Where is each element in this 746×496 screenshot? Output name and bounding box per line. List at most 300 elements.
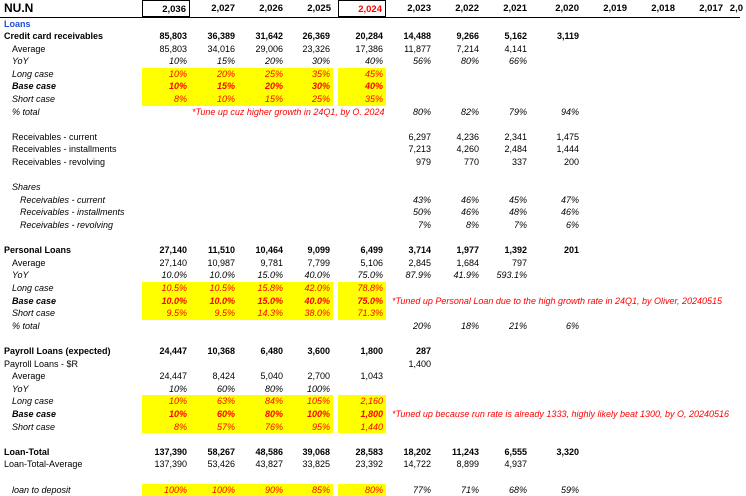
table-cell[interactable]: 29,006 — [255, 43, 283, 54]
table-cell[interactable]: 1,043 — [360, 371, 383, 382]
table-cell[interactable] — [338, 181, 386, 194]
table-cell[interactable]: 1,800 — [360, 346, 383, 356]
table-cell[interactable]: 979 — [415, 157, 431, 167]
year-header[interactable]: 2,021 — [503, 3, 527, 14]
table-cell[interactable]: 15% — [216, 56, 235, 67]
table-cell[interactable] — [285, 433, 333, 446]
table-cell[interactable]: 1,475 — [556, 131, 579, 142]
table-cell[interactable] — [338, 320, 386, 333]
table-cell[interactable]: 6% — [565, 220, 579, 230]
table-cell[interactable]: 15% — [190, 80, 238, 93]
table-cell[interactable] — [534, 80, 582, 93]
table-cell[interactable] — [482, 232, 530, 245]
year-header[interactable]: 2,0 — [729, 3, 743, 14]
table-cell[interactable] — [534, 269, 582, 282]
table-cell[interactable]: 58,267 — [207, 446, 235, 457]
table-cell[interactable] — [142, 332, 190, 345]
table-cell[interactable] — [386, 332, 434, 345]
table-cell[interactable] — [238, 143, 286, 156]
table-cell[interactable] — [534, 307, 582, 320]
year-header[interactable]: 2,024 — [338, 0, 386, 17]
table-cell[interactable] — [142, 181, 190, 194]
row-label[interactable]: Shares — [12, 182, 41, 193]
table-cell[interactable]: 39,068 — [302, 446, 330, 457]
table-cell[interactable]: 3,320 — [556, 446, 579, 457]
table-cell[interactable] — [386, 433, 434, 446]
table-cell[interactable]: 80% — [264, 383, 283, 394]
table-cell[interactable]: 31,642 — [255, 31, 283, 41]
table-cell[interactable] — [482, 421, 530, 434]
table-cell[interactable]: 1,684 — [456, 257, 479, 268]
table-cell[interactable]: 45% — [508, 194, 527, 205]
row-label[interactable]: Receivables - revolving — [12, 157, 106, 167]
table-cell[interactable]: 105% — [285, 395, 333, 408]
table-cell[interactable] — [434, 181, 482, 194]
table-cell[interactable] — [386, 118, 434, 131]
table-cell[interactable]: 6,480 — [260, 346, 283, 356]
table-cell[interactable]: 95% — [285, 421, 333, 434]
table-cell[interactable] — [238, 219, 286, 232]
table-cell[interactable] — [534, 169, 582, 182]
table-cell[interactable]: 200 — [563, 157, 579, 167]
table-cell[interactable]: 287 — [415, 346, 431, 356]
table-cell[interactable] — [285, 471, 333, 484]
table-cell[interactable]: 18,202 — [403, 446, 431, 457]
table-cell[interactable]: 9,781 — [260, 257, 283, 268]
table-cell[interactable]: 20,284 — [355, 31, 383, 41]
table-cell[interactable]: 10.0% — [142, 295, 190, 308]
table-cell[interactable] — [285, 118, 333, 131]
table-cell[interactable]: 2,341 — [504, 131, 527, 142]
year-header[interactable]: 2,018 — [651, 3, 675, 14]
table-cell[interactable] — [482, 332, 530, 345]
table-cell[interactable]: 78.8% — [338, 282, 386, 295]
table-cell[interactable]: 9,099 — [307, 245, 330, 256]
table-cell[interactable]: 20% — [264, 56, 283, 67]
table-cell[interactable] — [534, 458, 582, 471]
table-cell[interactable]: 40.0% — [285, 295, 333, 308]
table-cell[interactable]: 20% — [238, 80, 286, 93]
table-cell[interactable] — [338, 219, 386, 232]
table-cell[interactable] — [386, 68, 434, 81]
table-cell[interactable]: 24,447 — [159, 371, 187, 382]
table-cell[interactable]: 85,803 — [159, 43, 187, 54]
table-cell[interactable]: 38.0% — [285, 307, 333, 320]
table-cell[interactable] — [434, 370, 482, 383]
table-cell[interactable] — [434, 118, 482, 131]
table-cell[interactable] — [285, 194, 333, 207]
table-cell[interactable] — [142, 169, 190, 182]
table-cell[interactable] — [238, 206, 286, 219]
table-cell[interactable] — [534, 282, 582, 295]
table-cell[interactable] — [142, 219, 190, 232]
table-cell[interactable] — [338, 118, 386, 131]
table-cell[interactable] — [190, 206, 238, 219]
table-cell[interactable]: 26,369 — [302, 31, 330, 41]
table-cell[interactable] — [534, 118, 582, 131]
table-cell[interactable] — [338, 383, 386, 396]
table-cell[interactable] — [338, 169, 386, 182]
table-cell[interactable]: 10,464 — [255, 245, 283, 256]
table-cell[interactable] — [434, 421, 482, 434]
table-cell[interactable] — [482, 181, 530, 194]
table-cell[interactable]: 10.5% — [190, 282, 238, 295]
table-cell[interactable]: 71% — [460, 484, 479, 495]
table-cell[interactable]: 7% — [513, 220, 527, 230]
row-label[interactable]: % total — [12, 320, 40, 331]
year-header[interactable]: 2,023 — [407, 3, 431, 14]
table-cell[interactable]: 8% — [142, 93, 190, 106]
table-cell[interactable]: 8% — [142, 421, 190, 434]
year-header[interactable]: 2,020 — [555, 3, 579, 14]
table-cell[interactable] — [190, 156, 238, 169]
table-cell[interactable] — [434, 282, 482, 295]
table-cell[interactable]: 68% — [508, 484, 527, 495]
table-cell[interactable] — [285, 131, 333, 144]
table-cell[interactable]: 137,390 — [154, 446, 187, 457]
table-cell[interactable] — [190, 169, 238, 182]
table-cell[interactable] — [534, 232, 582, 245]
year-header[interactable]: 2,019 — [603, 3, 627, 14]
table-cell[interactable]: 46% — [560, 207, 579, 218]
table-cell[interactable]: 35% — [285, 68, 333, 81]
table-cell[interactable]: 41.9% — [453, 270, 479, 281]
table-cell[interactable] — [482, 471, 530, 484]
table-cell[interactable]: 10.0% — [190, 295, 238, 308]
table-cell[interactable]: 46% — [460, 194, 479, 205]
table-cell[interactable]: 60% — [216, 383, 235, 394]
table-cell[interactable]: 10% — [168, 56, 187, 67]
table-cell[interactable] — [190, 358, 238, 371]
table-cell[interactable] — [142, 206, 190, 219]
row-label[interactable]: Receivables - current — [20, 194, 106, 205]
table-cell[interactable]: 770 — [463, 157, 479, 167]
table-cell[interactable]: 4,236 — [456, 131, 479, 142]
table-cell[interactable]: 43,827 — [255, 459, 283, 470]
table-cell[interactable] — [534, 43, 582, 56]
table-cell[interactable] — [190, 320, 238, 333]
table-cell[interactable]: 94% — [560, 106, 579, 117]
table-cell[interactable] — [482, 307, 530, 320]
table-cell[interactable] — [285, 181, 333, 194]
table-cell[interactable]: 6% — [565, 320, 579, 331]
table-cell[interactable] — [482, 282, 530, 295]
table-cell[interactable] — [434, 433, 482, 446]
row-label[interactable]: Short case — [12, 421, 56, 432]
row-label[interactable]: Long case — [12, 283, 54, 293]
table-cell[interactable] — [142, 320, 190, 333]
table-cell[interactable]: 11,243 — [451, 446, 479, 457]
table-cell[interactable]: 76% — [238, 421, 286, 434]
table-cell[interactable] — [142, 194, 190, 207]
table-cell[interactable]: 85% — [285, 484, 333, 496]
table-cell[interactable]: 80% — [338, 484, 386, 496]
table-cell[interactable]: 27,140 — [159, 257, 187, 268]
table-cell[interactable]: 2,845 — [408, 257, 431, 268]
year-header[interactable]: 2,025 — [307, 3, 331, 14]
row-label[interactable]: Payroll Loans - $R — [4, 358, 79, 369]
table-cell[interactable]: 1,400 — [408, 358, 431, 369]
table-cell[interactable]: 40% — [364, 56, 383, 67]
table-cell[interactable]: 10% — [142, 408, 190, 421]
year-header[interactable]: 2,026 — [259, 3, 283, 14]
row-label[interactable]: Base case — [12, 295, 57, 306]
table-cell[interactable] — [142, 143, 190, 156]
table-cell[interactable] — [482, 169, 530, 182]
table-cell[interactable] — [434, 383, 482, 396]
table-cell[interactable] — [190, 471, 238, 484]
table-cell[interactable]: 9.5% — [190, 307, 238, 320]
table-cell[interactable] — [285, 206, 333, 219]
table-cell[interactable]: 23,326 — [302, 43, 330, 54]
table-cell[interactable]: 23,392 — [355, 459, 383, 470]
table-cell[interactable]: 2,160 — [338, 395, 386, 408]
table-cell[interactable] — [482, 345, 530, 358]
table-cell[interactable] — [142, 106, 190, 119]
table-cell[interactable] — [142, 131, 190, 144]
table-cell[interactable] — [482, 68, 530, 81]
table-cell[interactable] — [338, 358, 386, 371]
table-cell[interactable]: 6,297 — [408, 131, 431, 142]
table-cell[interactable]: 48% — [508, 207, 527, 218]
table-cell[interactable] — [142, 358, 190, 371]
table-cell[interactable] — [434, 332, 482, 345]
year-header[interactable]: 2,017 — [699, 3, 723, 14]
table-cell[interactable] — [482, 118, 530, 131]
row-label[interactable]: loan to deposit — [12, 484, 71, 495]
table-cell[interactable]: 20% — [190, 68, 238, 81]
table-cell[interactable]: 18% — [460, 320, 479, 331]
table-cell[interactable]: 17,386 — [355, 43, 383, 54]
row-label[interactable]: Long case — [12, 396, 54, 407]
table-cell[interactable]: 90% — [238, 484, 286, 496]
table-cell[interactable]: 1,977 — [456, 245, 479, 256]
table-cell[interactable] — [434, 80, 482, 93]
table-cell[interactable] — [386, 421, 434, 434]
table-cell[interactable]: 201 — [563, 245, 579, 256]
row-label[interactable]: % total — [12, 106, 40, 117]
table-cell[interactable] — [434, 169, 482, 182]
table-cell[interactable] — [482, 80, 530, 93]
table-cell[interactable]: 7,214 — [456, 43, 479, 54]
row-label[interactable]: Receivables - installments — [20, 207, 125, 218]
table-cell[interactable] — [338, 194, 386, 207]
table-cell[interactable] — [434, 471, 482, 484]
table-cell[interactable] — [534, 471, 582, 484]
table-cell[interactable]: 75.0% — [357, 270, 383, 281]
table-cell[interactable] — [238, 181, 286, 194]
table-cell[interactable]: 28,583 — [355, 446, 383, 457]
table-cell[interactable]: 8,899 — [456, 459, 479, 470]
row-label[interactable]: Receivables - current — [12, 131, 98, 142]
table-cell[interactable]: 80% — [460, 56, 479, 67]
row-label[interactable]: Base case — [12, 409, 57, 419]
table-cell[interactable]: 15.0% — [238, 295, 286, 308]
table-cell[interactable]: 6,555 — [504, 446, 527, 457]
table-cell[interactable] — [238, 118, 286, 131]
table-cell[interactable] — [482, 358, 530, 371]
table-cell[interactable] — [386, 282, 434, 295]
row-label[interactable]: Short case — [12, 94, 56, 104]
table-cell[interactable] — [386, 93, 434, 106]
table-cell[interactable] — [434, 232, 482, 245]
table-cell[interactable]: 593.1% — [496, 270, 527, 281]
table-cell[interactable]: 14.3% — [238, 307, 286, 320]
table-cell[interactable]: 85,803 — [159, 31, 187, 41]
table-cell[interactable]: 100% — [306, 383, 330, 394]
table-cell[interactable]: 20% — [412, 320, 431, 331]
row-label[interactable]: Base case — [12, 81, 57, 92]
row-label[interactable]: Personal Loans — [4, 245, 72, 256]
row-label[interactable]: Receivables - revolving — [20, 220, 114, 230]
table-cell[interactable] — [338, 232, 386, 245]
table-cell[interactable] — [190, 433, 238, 446]
table-cell[interactable] — [434, 395, 482, 408]
table-cell[interactable]: 15% — [238, 93, 286, 106]
row-label[interactable]: Loan-Total-Average — [4, 459, 83, 470]
table-cell[interactable]: 11,510 — [207, 245, 235, 256]
table-cell[interactable] — [482, 433, 530, 446]
table-cell[interactable] — [534, 395, 582, 408]
table-cell[interactable] — [338, 206, 386, 219]
table-cell[interactable] — [482, 383, 530, 396]
table-cell[interactable]: 9.5% — [142, 307, 190, 320]
table-cell[interactable]: 6,499 — [360, 245, 383, 256]
table-cell[interactable]: 1,392 — [504, 245, 527, 256]
table-cell[interactable] — [534, 370, 582, 383]
table-cell[interactable] — [285, 219, 333, 232]
table-cell[interactable] — [190, 332, 238, 345]
table-cell[interactable]: 15.8% — [238, 282, 286, 295]
table-cell[interactable]: 40% — [338, 80, 386, 93]
row-label[interactable]: Loan-Total — [4, 446, 50, 457]
table-cell[interactable] — [338, 433, 386, 446]
table-cell[interactable] — [386, 80, 434, 93]
table-cell[interactable] — [190, 181, 238, 194]
table-cell[interactable] — [190, 194, 238, 207]
table-cell[interactable] — [534, 68, 582, 81]
row-label[interactable]: Receivables - installments — [12, 144, 117, 155]
section-title[interactable]: Loans — [4, 19, 31, 29]
table-cell[interactable] — [190, 232, 238, 245]
table-cell[interactable]: 27,140 — [159, 245, 187, 256]
table-cell[interactable] — [386, 383, 434, 396]
table-cell[interactable]: 100% — [190, 484, 238, 496]
table-cell[interactable]: 46% — [460, 207, 479, 218]
table-cell[interactable]: 2,700 — [307, 371, 330, 382]
table-cell[interactable] — [238, 131, 286, 144]
table-cell[interactable] — [238, 232, 286, 245]
table-cell[interactable] — [142, 232, 190, 245]
table-cell[interactable]: 10% — [190, 93, 238, 106]
table-cell[interactable] — [142, 118, 190, 131]
table-cell[interactable] — [142, 433, 190, 446]
table-cell[interactable]: 42.0% — [285, 282, 333, 295]
table-cell[interactable] — [238, 332, 286, 345]
table-cell[interactable] — [338, 131, 386, 144]
table-cell[interactable]: 48,586 — [255, 446, 283, 457]
table-cell[interactable] — [534, 93, 582, 106]
table-cell[interactable] — [285, 156, 333, 169]
table-cell[interactable] — [534, 421, 582, 434]
year-header[interactable]: 2,022 — [455, 3, 479, 14]
table-cell[interactable]: 1,444 — [556, 144, 579, 155]
table-cell[interactable] — [386, 181, 434, 194]
table-cell[interactable] — [434, 68, 482, 81]
table-cell[interactable] — [386, 370, 434, 383]
table-cell[interactable]: 7% — [417, 220, 431, 230]
table-cell[interactable] — [534, 332, 582, 345]
table-cell[interactable]: 10.0% — [161, 270, 187, 281]
table-cell[interactable]: 79% — [508, 106, 527, 117]
table-cell[interactable]: 1,800 — [338, 408, 386, 421]
table-cell[interactable]: 7,799 — [307, 257, 330, 268]
table-cell[interactable]: 2,484 — [504, 144, 527, 155]
table-cell[interactable]: 10.0% — [209, 270, 235, 281]
table-cell[interactable]: 10% — [142, 68, 190, 81]
table-cell[interactable] — [534, 358, 582, 371]
table-cell[interactable] — [338, 143, 386, 156]
table-cell[interactable]: 15.0% — [257, 270, 283, 281]
table-cell[interactable]: 10.5% — [142, 282, 190, 295]
table-cell[interactable] — [482, 93, 530, 106]
table-cell[interactable] — [338, 332, 386, 345]
row-label[interactable]: Average — [12, 257, 46, 268]
table-cell[interactable]: 10,368 — [207, 346, 235, 356]
table-cell[interactable]: 14,488 — [403, 31, 431, 41]
table-cell[interactable]: 14,722 — [403, 459, 431, 470]
table-cell[interactable] — [142, 156, 190, 169]
table-cell[interactable]: 80% — [412, 106, 431, 117]
table-cell[interactable]: 3,119 — [556, 31, 579, 41]
row-label[interactable]: Average — [12, 371, 46, 382]
table-cell[interactable]: 4,937 — [504, 459, 527, 470]
table-cell[interactable]: 5,162 — [504, 31, 527, 41]
table-cell[interactable]: 50% — [412, 207, 431, 218]
table-cell[interactable] — [434, 307, 482, 320]
table-cell[interactable]: 30% — [311, 56, 330, 67]
table-cell[interactable]: 1,440 — [338, 421, 386, 434]
table-cell[interactable]: 4,260 — [456, 144, 479, 155]
table-cell[interactable] — [238, 169, 286, 182]
table-cell[interactable]: 56% — [412, 56, 431, 67]
table-cell[interactable]: 84% — [238, 395, 286, 408]
table-cell[interactable]: 60% — [190, 408, 238, 421]
table-cell[interactable] — [386, 169, 434, 182]
table-cell[interactable]: 71.3% — [338, 307, 386, 320]
table-cell[interactable] — [285, 320, 333, 333]
table-cell[interactable]: 45% — [338, 68, 386, 81]
year-header[interactable]: 2,027 — [211, 3, 235, 14]
table-cell[interactable]: 25% — [285, 93, 333, 106]
table-cell[interactable]: 100% — [142, 484, 190, 496]
table-cell[interactable] — [434, 345, 482, 358]
table-cell[interactable]: 53,426 — [207, 459, 235, 470]
table-cell[interactable]: 47% — [560, 194, 579, 205]
table-cell[interactable]: 82% — [460, 106, 479, 117]
table-cell[interactable]: 337 — [511, 157, 527, 167]
table-cell[interactable]: 87.9% — [405, 270, 431, 281]
table-cell[interactable] — [285, 169, 333, 182]
table-cell[interactable] — [238, 358, 286, 371]
row-label[interactable]: Payroll Loans (expected) — [4, 346, 111, 356]
table-cell[interactable]: 100% — [285, 408, 333, 421]
table-cell[interactable] — [238, 156, 286, 169]
table-cell[interactable]: 24,447 — [159, 346, 187, 356]
table-cell[interactable]: 25% — [238, 68, 286, 81]
table-cell[interactable]: 8% — [465, 220, 479, 230]
table-cell[interactable] — [338, 156, 386, 169]
